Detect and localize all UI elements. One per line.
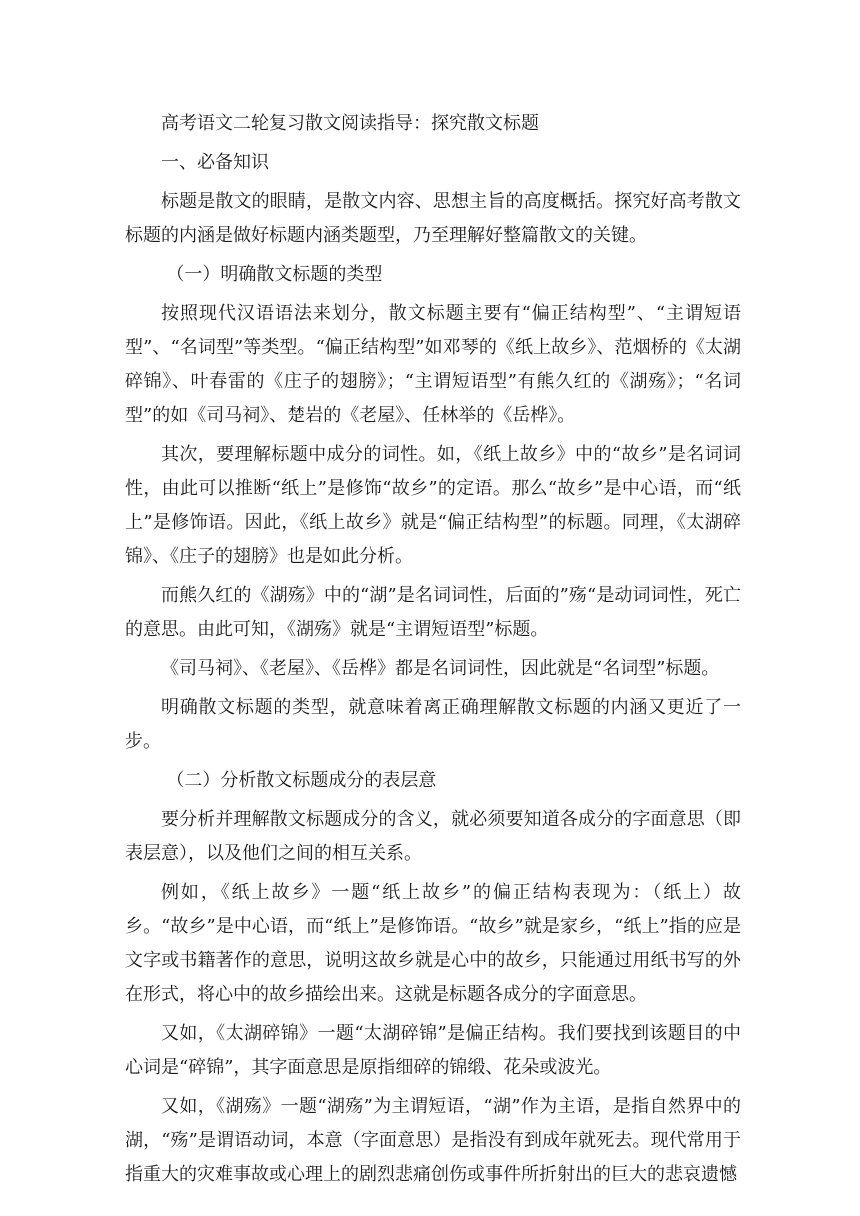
paragraph: 例如，《纸上故乡》一题“纸上故乡”的偏正结构表现为：（纸上）故乡。“故乡”是中心语，而“纸上”是修饰语。“故乡”就是家乡，“纸上”指的应是文字或书籍著作的意思，说明这故乡就是心中的故乡，只能通过用纸书写的外在形式，将心中的故乡描绘出来。这就是标题各成分的字面意思。 [125,882,741,1005]
paragraph: 要分析并理解散文标题成分的含义，就必须要知道各成分的字面意思（即表层意），以及他们之间的相互关系。 [125,809,741,864]
document-title: 高考语文二轮复习散文阅读指导：探究散文标题 [161,113,539,134]
paragraph: 又如，《湖殇》一题“湖殇”为主谓短语，“湖”作为主语，是指自然界中的湖，“殇”是谓语动词，本意（字面意思）是指没有到成年就死去。现代常用于指重大的灾难事故或心理上的剧烈悲痛创伤或事件所折射出的巨大的悲哀遗憾 [125,1096,741,1185]
paragraph: 明确散文标题的类型，就意味着离正确理解散文标题的内涵又更近了一步。 [125,697,741,752]
paragraph: 按照现代汉语语法来划分，散文标题主要有“偏正结构型”、“主谓短语型”、“名词型”等类型。“偏正结构型”如邓琴的《纸上故乡》、范烟桥的《太湖碎锦》、叶春雷的《庄子的翅膀》；“主谓短语型”有熊久红的《湖殇》；“名词型”的如《司马祠》、楚岩的《老屋》、任林举的《岳桦》。 [125,303,741,426]
paragraph: 《司马祠》、《老屋》、《岳桦》都是名词词性，因此就是“名词型”标题。 [161,658,720,679]
paragraph: 其次，要理解标题中成分的词性。如，《纸上故乡》中的“故乡”是名词词性，由此可以推断“纸上”是修饰“故乡”的定语。那么“故乡”是中心语，而“纸上”是修饰语。因此，《纸上故乡》就是“偏正结构型”的标题。同理，《太湖碎锦》、《庄子的翅膀》也是如此分析。 [125,444,741,567]
section-heading: 一、必备知识 [161,152,269,173]
paragraph: 又如，《太湖碎锦》一题“太湖碎锦”是偏正结构。我们要找到该题目的中心词是“碎锦”，其字面意思是原指细碎的锦缎、花朵或波光。 [125,1023,741,1078]
subsection-heading: （二）分析散文标题成分的表层意 [166,770,437,791]
paragraph: 而熊久红的《湖殇》中的“湖”是名词词性，后面的”殇“是动词词性，死亡的意思。由此可知，《湖殇》就是“主谓短语型”标题。 [125,585,741,640]
paragraph: 标题是散文的眼睛，是散文内容、思想主旨的高度概括。探究好高考散文标题的内涵是做好标题内涵类题型，乃至理解好整篇散文的关键。 [125,191,741,246]
document-body [125,107,741,1192]
subsection-heading: （一）明确散文标题的类型 [166,264,383,285]
